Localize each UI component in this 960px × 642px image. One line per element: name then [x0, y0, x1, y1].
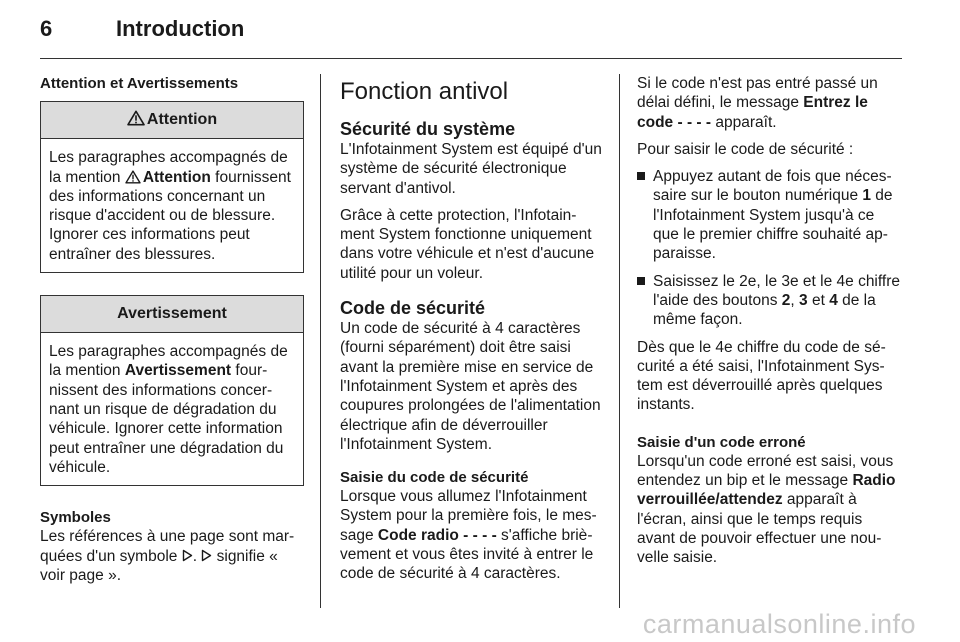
column-1 [40, 74, 304, 593]
attention-box-title: Attention [41, 102, 303, 139]
section-title: Introduction [116, 16, 245, 41]
bullet-square-icon [637, 172, 645, 180]
entry-intro: Pour saisir le code de sécurité : [637, 140, 854, 158]
security-code-p1: Un code de sécurité à 4 caractères (fourni séparément) doit être saisi avant la première mise en service de l'Infotainment System et après des coupures prolongées de l'alimentation électrique afin de déverrouiller l'Infotainment System. [340, 320, 601, 453]
page-number: 6 [40, 16, 53, 41]
warning-box [40, 295, 304, 486]
list-item: Appuyez autant de fois que nécessaire sur le bouton numérique 1 de l'Infotainment System jusqu'à ce que le premier chiffre souhaité apparaisse. [637, 167, 903, 263]
entry-steps [637, 167, 903, 329]
warnings-heading: Attention et Avertissements [40, 75, 239, 92]
anti-theft-title: Fonction antivol [340, 78, 509, 105]
security-code-heading: Code de sécurité [340, 298, 486, 319]
unlock-text: Dès que le 4e chiffre du code de sécurité a été saisi, l'Infotainment System est déverrouillé après quelques instants. [637, 338, 886, 414]
code-entry-text: Lorsque vous allumez l'Infotainment System pour la première fois, le message Code radio - - - - s'affiche brièvement et vous êtes invité à entrer le code de sécurité à 4 caractères. [340, 488, 597, 583]
header-rule [40, 58, 902, 59]
attention-box [40, 101, 304, 273]
warning-box-title: Avertissement [41, 296, 303, 333]
column-2 [340, 74, 604, 592]
column-divider-2 [619, 74, 620, 608]
warning-triangle-icon [127, 110, 145, 126]
list-item: Saisissez le 2e, le 3e et le 4e chiffre l'aide des boutons 2, 3 et 4 de la même façon. [637, 272, 903, 330]
column-3 [637, 74, 903, 576]
symbols-text: Les références à une page sont marquées d'un symbole . signifie « voir page ». [40, 528, 295, 585]
system-security-p1: L'Infotainment System est équipé d'un système de sécurité électronique servant d'antivol. [340, 141, 602, 197]
code-entry-heading: Saisie du code de sécurité [340, 469, 529, 487]
bullet-square-icon [637, 277, 645, 285]
page-header [40, 16, 244, 42]
system-security-heading: Sécurité du système [340, 119, 516, 139]
column-divider-1 [320, 74, 321, 608]
page-reference-arrow-icon [201, 549, 212, 562]
timeout-text: Si le code n'est pas entré passé un délai défini, le message Entrez le code - - - - apparaît. [637, 75, 878, 131]
attention-box-text: Les paragraphes accompagnés de la mention Attention fournissent des informations concernant un risque d'accident ou de blessure. Ignorer ces informations peut entraîner des blessures. [49, 149, 291, 263]
warning-box-text: Les paragraphes accompagnés de la mention Avertissement fournissent des informations concernant un risque de dégradation du véhicule. Ignorer cette information peut entraîner une dégradation du véhicule. [49, 343, 288, 476]
wrong-code-text: Lorsqu'un code erroné est saisi, vous entendez un bip et le message Radio verrouillée/attendez apparaît à l'écran, ainsi que le temps requis avant de pouvoir effectuer une nouvelle saisie. [637, 452, 896, 567]
warning-triangle-icon [125, 170, 141, 184]
wrong-code-heading: Saisie d'un code erroné [637, 433, 806, 451]
page-reference-arrow-icon [182, 549, 193, 562]
watermark: carmanualsonline.info [642, 609, 916, 639]
system-security-p2: Grâce à cette protection, l'Infotainment System fonctionne uniquement dans votre véhicule et n'est d'aucune utilité pour un voleur. [340, 206, 595, 282]
symbols-heading: Symboles [40, 509, 111, 527]
